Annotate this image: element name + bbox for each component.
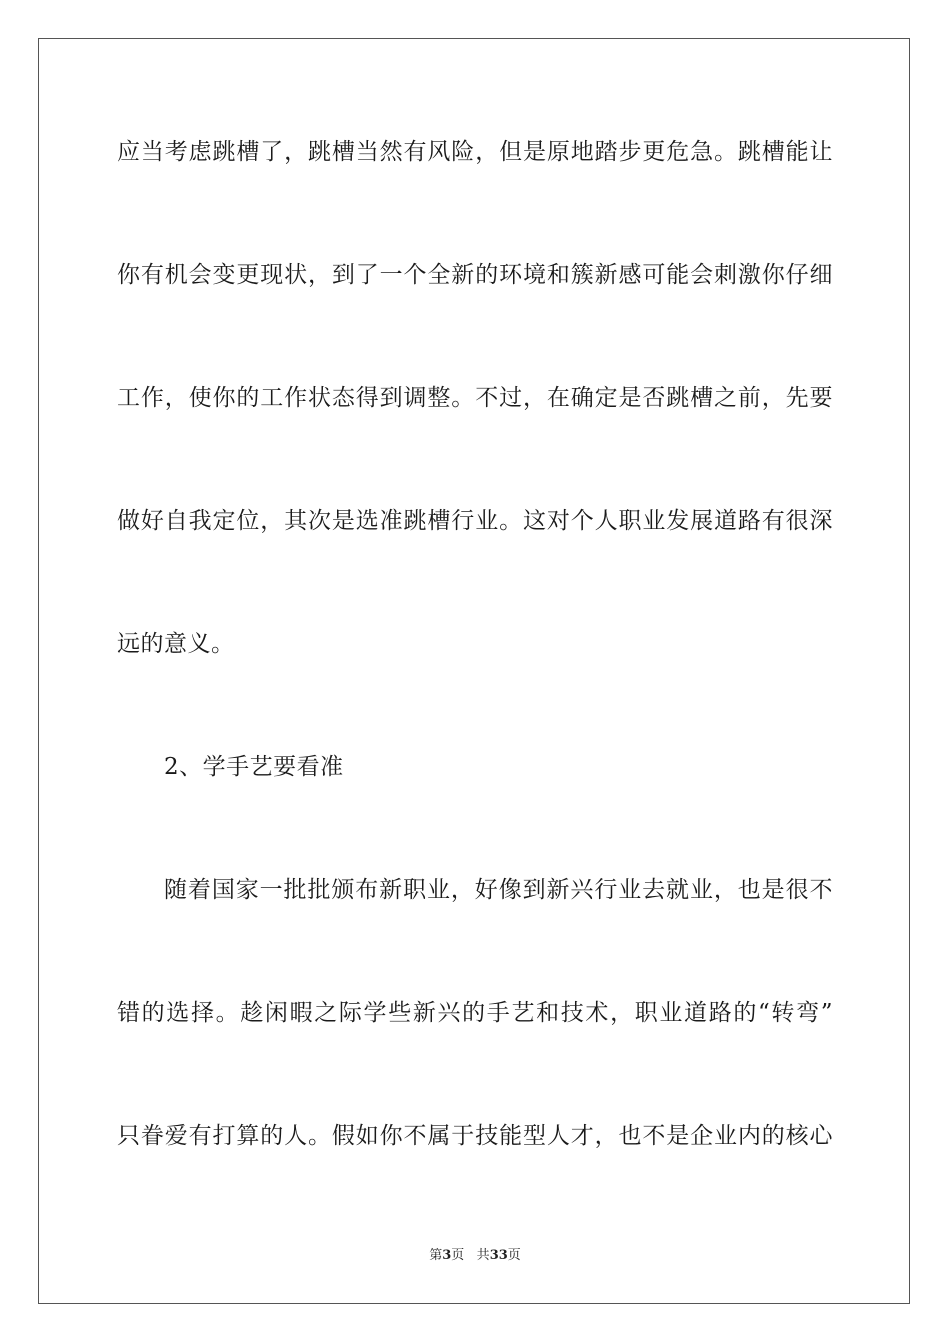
body-text-line-4: 做好自我定位，其次是选准跳槽行业。这对个人职业发展道路有很深 <box>117 508 833 534</box>
body-text-line-2: 你有机会变更现状，到了一个全新的环境和簇新感可能会刺激你仔细 <box>117 262 833 288</box>
page-footer <box>0 1247 950 1265</box>
body-text-line-9: 只眷爱有打算的人。假如你不属于技能型人才，也不是企业内的核心 <box>117 1123 833 1149</box>
page-border <box>38 38 910 1304</box>
body-text-line-5: 远的意义。 <box>117 631 235 657</box>
body-text-line-7: 随着国家一批批颁布新职业，好像到新兴行业去就业，也是很不 <box>164 877 833 903</box>
section-heading: 2、学手艺要看准 <box>164 754 344 780</box>
footer-total-suffix: 页 <box>507 1248 521 1263</box>
footer-page-prefix: 第 <box>429 1248 443 1263</box>
footer-total-prefix: 共 <box>476 1248 490 1263</box>
body-text-line-3: 工作，使你的工作状态得到调整。不过，在确定是否跳槽之前，先要 <box>117 385 833 411</box>
footer-total-pages: 33 <box>489 1248 508 1263</box>
footer-page-number: 3 <box>442 1248 452 1263</box>
footer-page-suffix: 页 <box>451 1248 465 1263</box>
body-text-line-1: 应当考虑跳槽了，跳槽当然有风险，但是原地踏步更危急。跳槽能让 <box>117 139 833 165</box>
body-text-line-8: 错的选择。趁闲暇之际学些新兴的手艺和技术，职业道路的“转弯” <box>117 1000 833 1026</box>
